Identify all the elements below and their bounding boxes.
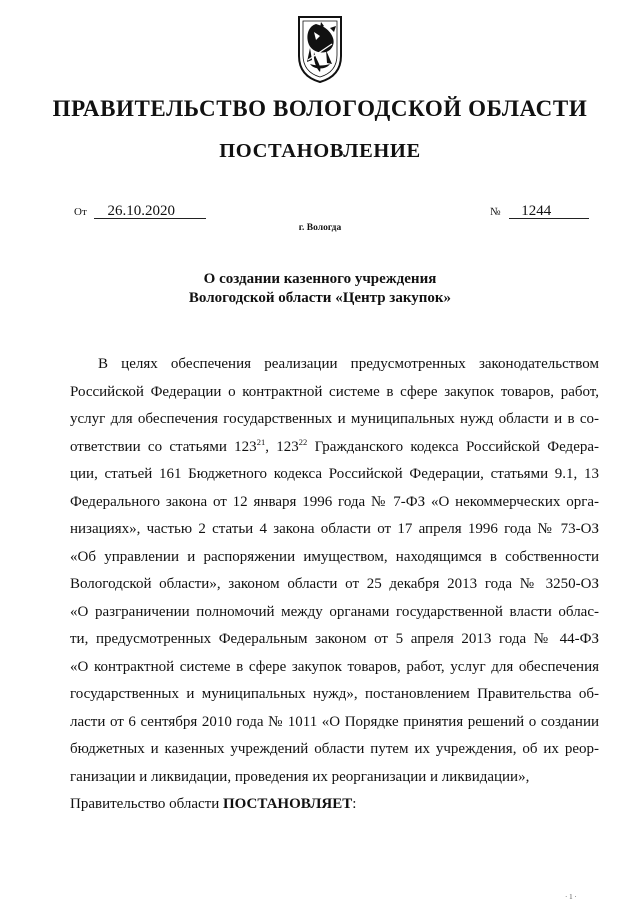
body-line: бюджетных и казенных учреждений области путем их учреждения, об их реор- [70, 741, 599, 757]
body-line: Вологодской области», законом области от 25 декабря 2013 года № 3250-ОЗ [70, 576, 599, 592]
body-line: «Об управлении и распоряжении имуществом, находящимся в собственности [70, 548, 599, 565]
subject-line: Вологодской области «Центр закупок» [188, 290, 452, 306]
superscript: 22 [298, 436, 308, 447]
body-line: государственных и муниципальных нужд», постановлением Правительства об- [70, 686, 599, 702]
body-line [70, 434, 599, 462]
document-body [70, 351, 599, 819]
body-line: низациях», частью 2 статьи 4 закона области от 17 апреля 1996 года № 73-ОЗ [70, 521, 599, 537]
body-text: ответствии со статьями 123 [70, 438, 257, 455]
body-line: ганизации и ликвидации, проведения их реорганизации и ликвидации», [70, 768, 530, 785]
document-subject [0, 270, 640, 308]
resolution-line [70, 791, 599, 819]
number-value: 1244 [509, 204, 589, 219]
document-type-title: ПОСТАНОВЛЕНИЕ [219, 140, 421, 162]
body-line: В целях обеспечения реализации предусмотренных законодательством [98, 356, 599, 372]
body-line: Российской Федерации о контрактной системе в сфере закупок товаров, работ, [70, 383, 599, 400]
page-mark: · 1 · [565, 893, 577, 901]
government-title: ПРАВИТЕЛЬСТВО ВОЛОГОДСКОЙ ОБЛАСТИ [52, 96, 588, 121]
date-value: 26.10.2020 [94, 204, 206, 219]
body-line: «О разграничении полномочий между органами государственной власти облас- [70, 603, 599, 620]
city-label: г. Вологда [298, 223, 342, 233]
subject-line: О создании казенного учреждения [203, 271, 437, 287]
body-line: ции, статьей 161 Бюджетного кодекса Российской Федерации, статьями 9.1, 13 [70, 466, 599, 482]
resolution-text: Правительство области [70, 796, 223, 812]
superscript: 21 [256, 436, 266, 447]
body-line: Федерального закона от 12 января 1996 года № 7-ФЗ «О некоммерческих орга- [70, 493, 599, 510]
body-line: ти, предусмотренных Федеральным законом от 5 апреля 2013 года № 44-ФЗ [70, 631, 599, 647]
body-line: «О контрактной системе в сфере закупок товаров, работ, услуг для обеспечения [70, 658, 599, 675]
vologda-coat-of-arms-icon [296, 14, 344, 84]
number-field [490, 204, 589, 219]
resolution-colon: : [352, 796, 357, 812]
body-line: услуг для обеспечения государственных и муниципальных нужд области и в со- [70, 411, 599, 427]
date-label: От [74, 206, 87, 218]
number-label: № [490, 206, 501, 218]
body-text: Гражданского кодекса Российской Федера- [307, 438, 599, 455]
body-text: , 123 [265, 438, 299, 455]
resolves-keyword: ПОСТАНОВЛЯЕТ [222, 796, 353, 812]
date-field [74, 204, 206, 219]
body-line: ласти от 6 сентября 2010 года № 1011 «О Порядке принятия решений о создании [70, 713, 599, 730]
